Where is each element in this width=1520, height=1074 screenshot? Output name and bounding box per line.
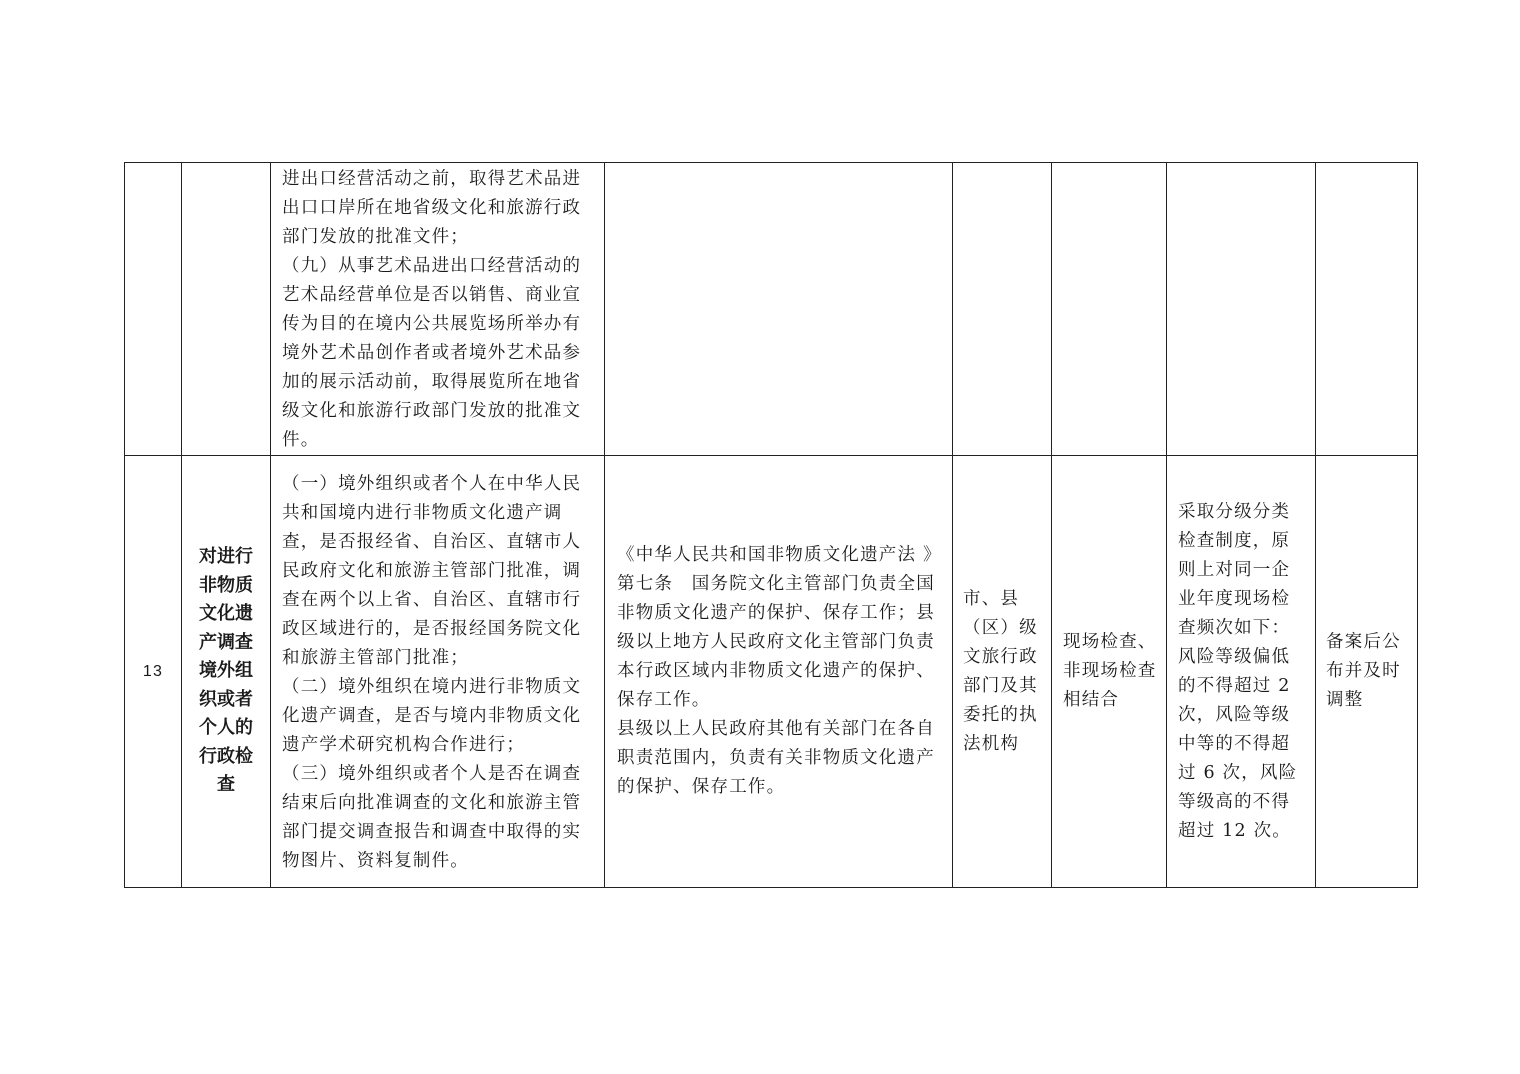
cell-legal-basis — [605, 163, 953, 456]
cell-publicity — [1316, 163, 1418, 456]
inspection-method-text: 现场检查、非现场检查相结合 — [1063, 632, 1157, 710]
table-row-continuation — [125, 163, 1418, 456]
cell-inspection-content — [271, 163, 605, 456]
cell-inspection-subject — [953, 456, 1052, 888]
cell-inspection-content — [271, 456, 605, 888]
legal-basis-text: 《中华人民共和国非物质文化遗产法 》 第七条 国务院文化主管部门负责全国非物质文化遗产的保护、保存工作；县级以上地方人民政府文化主管部门负责本行政区域内非物质文化遗产的保护、保存工作。 县级以上人民政府其他有关部门在各自职责范围内，负责有关非物质文化遗产的保护、保存工作。 — [617, 545, 942, 797]
cell-inspection-method — [1052, 456, 1167, 888]
cell-name — [182, 456, 271, 888]
inspection-table — [124, 162, 1418, 888]
publicity-text: 备案后公布并及时调整 — [1326, 632, 1401, 710]
inspection-content-text: （一）境外组织或者个人在中华人民共和国境内进行非物质文化遗产调查，是否报经省、自治区、直辖市人民政府文化和旅游主管部门批准，调查在两个以上省、自治区、直辖市行政区域进行的，是否报经国务院文化和旅游主管部门批准； （二）境外组织在境内进行非物质文化遗产调查，是否与境内非物质文化遗产学术研究机构合作进行； （三）境外组织或者个人是否在调查结束后向批准调查的文化和旅游主管部门提交调查报告和调查中取得的实物图片、资料复制件。 — [282, 473, 582, 871]
inspection-frequency-text: 采取分级分类检查制度，原则上对同一企业年度现场检查频次如下：风险等级偏低的不得超过 2 次，风险等级中等的不得超过 6 次，风险等级高的不得超过 12 次。 — [1178, 501, 1298, 841]
row-number: 13 — [142, 663, 164, 680]
cell-inspection-subject — [953, 163, 1052, 456]
inspection-content-text: 进出口经营活动之前，取得艺术品进出口口岸所在地省级文化和旅游行政部门发放的批准文件； （九）从事艺术品进出口经营活动的艺术品经营单位是否以销售、商业宣传为目的在境内公共展览场所举办有境外艺术品创作者或者境外艺术品参加的展示活动前，取得展览所在地省级文化和旅游行政部门发放的批准文件。 — [282, 169, 582, 450]
cell-name — [182, 163, 271, 456]
inspection-subject-text: 市、县（区）级文旅行政部门及其委托的执法机构 — [963, 588, 1038, 754]
inspection-item-name: 对进行 非物质 文化遗 产调查 境外组 织或者 个人的 行政检 查 — [199, 546, 253, 796]
table-row-13 — [125, 456, 1418, 888]
cell-inspection-frequency — [1167, 163, 1316, 456]
cell-no — [125, 456, 182, 888]
cell-inspection-method — [1052, 163, 1167, 456]
cell-no — [125, 163, 182, 456]
cell-inspection-frequency — [1167, 456, 1316, 888]
cell-legal-basis — [605, 456, 953, 888]
cell-publicity — [1316, 456, 1418, 888]
